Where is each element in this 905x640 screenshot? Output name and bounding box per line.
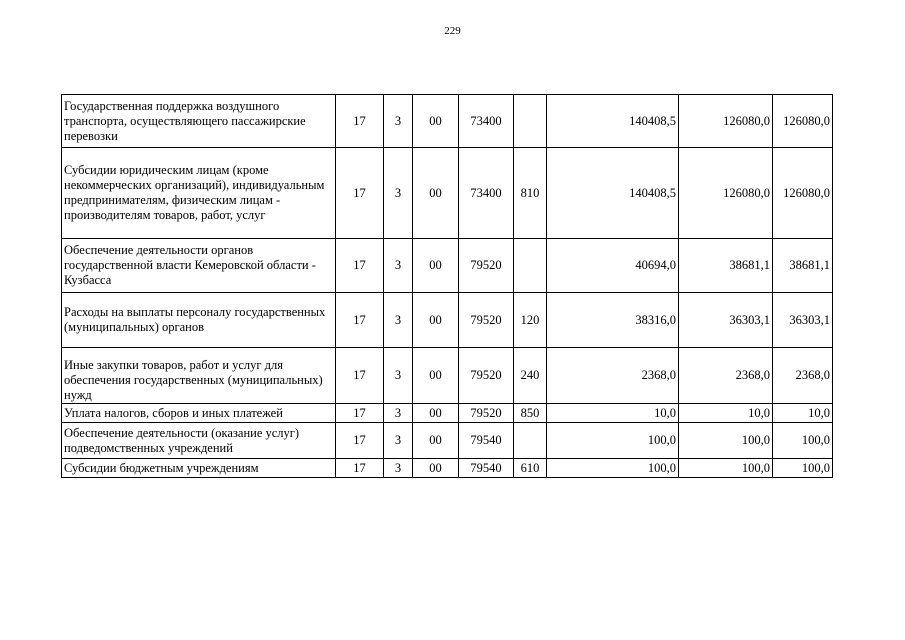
amount-1: 10,0 xyxy=(547,404,679,423)
table-row xyxy=(62,239,833,293)
target-code: 79520 xyxy=(459,404,514,423)
section-code: 17 xyxy=(336,459,384,478)
section-code: 17 xyxy=(336,239,384,293)
amount-2: 126080,0 xyxy=(679,95,773,148)
table-row xyxy=(62,348,833,404)
table-row xyxy=(62,148,833,239)
section-code: 17 xyxy=(336,148,384,239)
subsection-code: 3 xyxy=(384,95,413,148)
amount-2: 126080,0 xyxy=(679,148,773,239)
target-code: 79540 xyxy=(459,459,514,478)
row-name: Обеспечение деятельности (оказание услуг) подведомственных учреждений xyxy=(62,423,336,459)
subsection-code: 3 xyxy=(384,459,413,478)
page-number: 229 xyxy=(444,25,461,37)
amount-1: 140408,5 xyxy=(547,95,679,148)
program-code: 00 xyxy=(413,239,459,293)
program-code: 00 xyxy=(413,95,459,148)
section-code: 17 xyxy=(336,348,384,404)
expense-type-code xyxy=(514,423,547,459)
expense-type-code: 810 xyxy=(514,148,547,239)
amount-1: 140408,5 xyxy=(547,148,679,239)
subsection-code: 3 xyxy=(384,423,413,459)
subsection-code: 3 xyxy=(384,293,413,348)
table-row xyxy=(62,459,833,478)
amount-2: 36303,1 xyxy=(679,293,773,348)
target-code: 79520 xyxy=(459,293,514,348)
program-code: 00 xyxy=(413,148,459,239)
row-name: Расходы на выплаты персоналу государственных (муниципальных) органов xyxy=(62,293,336,348)
row-name: Обеспечение деятельности органов государственной власти Кемеровской области - Кузбасса xyxy=(62,239,336,293)
amount-2: 100,0 xyxy=(679,459,773,478)
program-code: 00 xyxy=(413,459,459,478)
amount-3: 38681,1 xyxy=(773,239,833,293)
expense-type-code xyxy=(514,95,547,148)
program-code: 00 xyxy=(413,348,459,404)
amount-2: 38681,1 xyxy=(679,239,773,293)
section-code: 17 xyxy=(336,95,384,148)
expense-type-code: 850 xyxy=(514,404,547,423)
section-code: 17 xyxy=(336,293,384,348)
amount-1: 2368,0 xyxy=(547,348,679,404)
amount-1: 100,0 xyxy=(547,423,679,459)
amount-1: 40694,0 xyxy=(547,239,679,293)
amount-2: 100,0 xyxy=(679,423,773,459)
program-code: 00 xyxy=(413,404,459,423)
subsection-code: 3 xyxy=(384,239,413,293)
amount-1: 100,0 xyxy=(547,459,679,478)
row-name: Уплата налогов, сборов и иных платежей xyxy=(62,404,336,423)
section-code: 17 xyxy=(336,404,384,423)
target-code: 79520 xyxy=(459,348,514,404)
amount-3: 126080,0 xyxy=(773,148,833,239)
target-code: 73400 xyxy=(459,95,514,148)
amount-1: 38316,0 xyxy=(547,293,679,348)
amount-3: 2368,0 xyxy=(773,348,833,404)
row-name: Субсидии бюджетным учреждениям xyxy=(62,459,336,478)
subsection-code: 3 xyxy=(384,404,413,423)
expense-type-code: 120 xyxy=(514,293,547,348)
target-code: 79520 xyxy=(459,239,514,293)
expense-type-code: 240 xyxy=(514,348,547,404)
amount-2: 10,0 xyxy=(679,404,773,423)
amount-3: 10,0 xyxy=(773,404,833,423)
target-code: 79540 xyxy=(459,423,514,459)
subsection-code: 3 xyxy=(384,148,413,239)
program-code: 00 xyxy=(413,293,459,348)
row-name: Иные закупки товаров, работ и услуг для обеспечения государственных (муниципальных) нужд xyxy=(62,348,336,404)
table-row xyxy=(62,404,833,423)
amount-3: 100,0 xyxy=(773,423,833,459)
amount-3: 126080,0 xyxy=(773,95,833,148)
program-code: 00 xyxy=(413,423,459,459)
row-name: Государственная поддержка воздушного транспорта, осуществляющего пассажирские перевозки xyxy=(62,95,336,148)
section-code: 17 xyxy=(336,423,384,459)
row-name: Субсидии юридическим лицам (кроме некоммерческих организаций), индивидуальным предпринимателям, физическим лицам - производителям товаров, работ, услуг xyxy=(62,148,336,239)
table-row xyxy=(62,423,833,459)
budget-table xyxy=(61,94,833,478)
subsection-code: 3 xyxy=(384,348,413,404)
table-row xyxy=(62,293,833,348)
amount-2: 2368,0 xyxy=(679,348,773,404)
expense-type-code: 610 xyxy=(514,459,547,478)
table-row xyxy=(62,95,833,148)
amount-3: 100,0 xyxy=(773,459,833,478)
target-code: 73400 xyxy=(459,148,514,239)
expense-type-code xyxy=(514,239,547,293)
amount-3: 36303,1 xyxy=(773,293,833,348)
